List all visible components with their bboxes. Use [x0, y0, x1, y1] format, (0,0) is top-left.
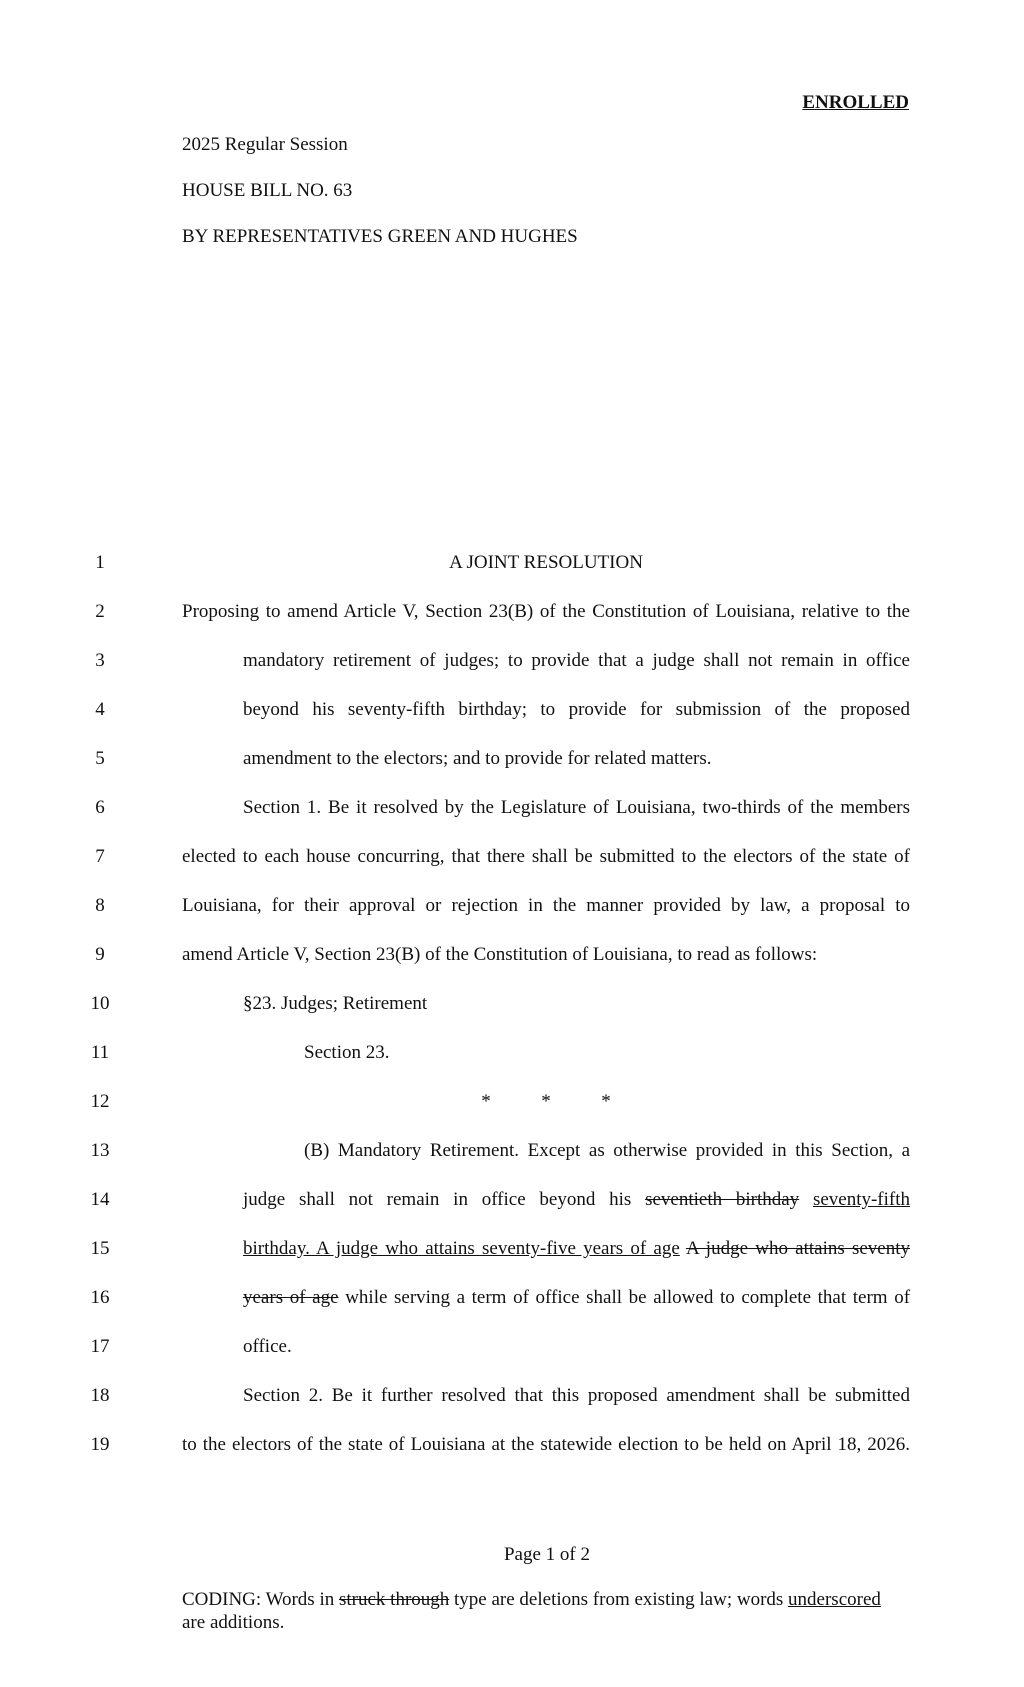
line-number: 11	[90, 1042, 110, 1063]
line-number: 14	[90, 1189, 110, 1210]
body-text: while serving a term of office shall be allowed to complete that term of	[345, 1287, 911, 1308]
coding-text: CODING: Words in	[182, 1589, 335, 1610]
line-number: 4	[95, 699, 105, 720]
coding-text: type are deletions from existing law; words	[454, 1589, 784, 1610]
coding-struck-example: struck through	[338, 1589, 450, 1610]
body-line: to the electors of the state of Louisiana at the statewide election to be held on April 18, 2026.	[182, 1434, 910, 1455]
body-line	[243, 1238, 910, 1260]
body-line: beyond his seventy-fifth birthday; to provide for submission of the proposed	[243, 699, 910, 720]
body-line	[243, 1189, 910, 1211]
struck-text: seventieth birthday	[645, 1189, 800, 1210]
line-number: 6	[95, 797, 105, 818]
body-line: Proposing to amend Article V, Section 23(B) of the Constitution of Louisiana, relative to the	[182, 601, 910, 622]
line-number: 5	[95, 748, 105, 769]
star: *	[481, 1091, 491, 1112]
sponsors: BY REPRESENTATIVES GREEN AND HUGHES	[182, 226, 578, 247]
body-text: judge shall not remain in office beyond his	[243, 1189, 632, 1210]
body-line: office.	[243, 1336, 292, 1357]
line-number: 1	[95, 552, 105, 573]
session-label: 2025 Regular Session	[182, 134, 348, 155]
body-line: Louisiana, for their approval or rejection in the manner provided by law, a proposal to	[182, 895, 910, 916]
struck-text: years of age	[243, 1287, 339, 1308]
line-number: 3	[95, 650, 105, 671]
added-text: birthday. A judge who attains seventy-five years of age	[243, 1238, 680, 1259]
star: *	[541, 1091, 551, 1112]
enrolled-label: ENROLLED	[802, 92, 909, 113]
coding-underscored-example: underscored	[788, 1589, 881, 1610]
line-number: 13	[90, 1140, 110, 1161]
added-text: seventy-fifth	[812, 1189, 911, 1210]
line-number: 10	[90, 993, 110, 1014]
body-line: Section 2. Be it further resolved that this proposed amendment shall be submitted	[243, 1385, 910, 1406]
line-number: 12	[90, 1091, 110, 1112]
body-line: amend Article V, Section 23(B) of the Constitution of Louisiana, to read as follows:	[182, 944, 818, 965]
line-number: 15	[90, 1238, 110, 1259]
line-number: 8	[95, 895, 105, 916]
star: *	[601, 1091, 611, 1112]
body-line: amendment to the electors; and to provide for related matters.	[243, 748, 712, 769]
body-line: elected to each house concurring, that there shall be submitted to the electors of the state of	[182, 846, 910, 867]
line-number: 16	[90, 1287, 110, 1308]
line-number: 17	[90, 1336, 110, 1357]
section-number: Section 23.	[304, 1042, 390, 1063]
line-number: 7	[95, 846, 105, 867]
coding-note	[182, 1588, 910, 1634]
body-line: (B) Mandatory Retirement. Except as otherwise provided in this Section, a	[304, 1140, 910, 1161]
document-title: A JOINT RESOLUTION	[449, 552, 643, 573]
line-number: 2	[95, 601, 105, 622]
coding-text: are additions.	[182, 1612, 285, 1633]
line-number: 18	[90, 1385, 110, 1406]
omission-stars	[182, 1091, 910, 1113]
bill-number: HOUSE BILL NO. 63	[182, 180, 353, 201]
line-number: 19	[90, 1434, 110, 1455]
body-line	[243, 1287, 910, 1309]
struck-text: A judge who attains seventy	[685, 1238, 910, 1259]
page-number: Page 1 of 2	[503, 1544, 590, 1565]
body-line: Section 1. Be it resolved by the Legislature of Louisiana, two-thirds of the members	[243, 797, 910, 818]
section-heading: §23. Judges; Retirement	[243, 993, 428, 1014]
body-line: mandatory retirement of judges; to provide that a judge shall not remain in office	[243, 650, 910, 671]
line-number: 9	[95, 944, 105, 965]
